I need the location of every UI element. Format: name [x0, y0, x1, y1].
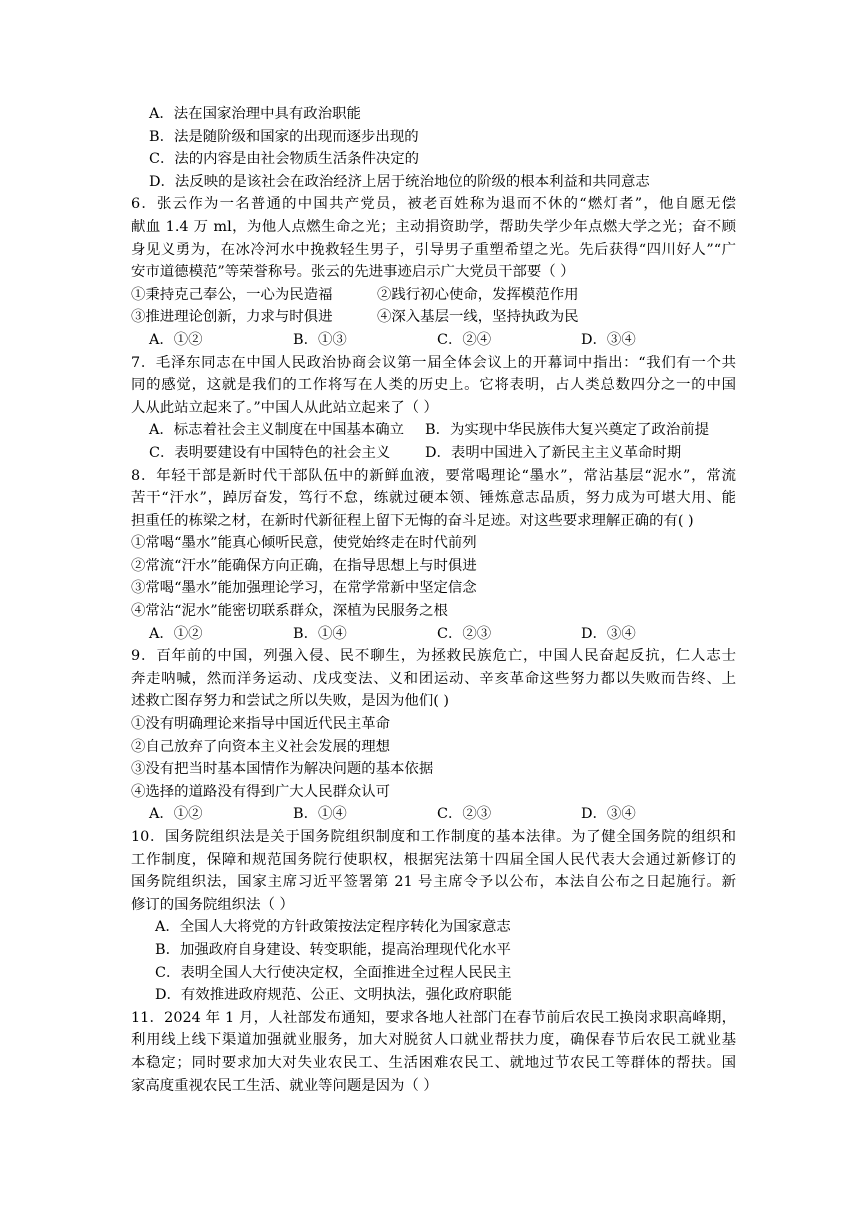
question-stem-line: 身见义勇为，在冰冷河水中挽救轻生男子，引导男子重塑希望之光。先后获得“四川好人”“广	[131, 241, 736, 258]
answer-options	[131, 803, 736, 826]
statement-item: ①秉持克己奉公，一心为民造福	[131, 286, 333, 303]
answer-options	[131, 623, 736, 646]
question-7	[131, 352, 736, 465]
question-stem-line: 人从此站立起来了。”中国人从此站立起来了（ ）	[131, 399, 438, 416]
option-d: D．③④	[581, 806, 636, 823]
statement-item: ③推进理论创新，力求与时俱进	[131, 309, 333, 326]
statement-row	[131, 284, 736, 307]
question-stem-line: 苦干“汗水”，踔厉奋发，笃行不怠，练就过硬本领、锤炼意志品质，努力成为可堪大用、能	[131, 490, 736, 507]
option-d: D．有效推进政府规范、公正、文明执法，强化政府职能	[155, 987, 512, 1004]
option-d: D．③④	[581, 331, 636, 348]
option-c: C．法的内容是由社会物质生活条件决定的	[149, 151, 420, 168]
option-b: B．加强政府自身建设、转变职能，提高治理现代化水平	[155, 941, 511, 958]
question-8	[131, 465, 736, 646]
question-5-options	[131, 103, 736, 193]
option-c: C．表明全国人大行使决定权，全面推进全过程人民民主	[155, 964, 512, 981]
option-b: B．法是随阶级和国家的出现而逐步出现的	[149, 128, 419, 145]
option-c: C．表明要建设有中国特色的社会主义	[149, 444, 391, 461]
option-a: A．①②	[149, 806, 203, 823]
option-a: A．①②	[149, 625, 203, 642]
statement-item: ②践行初心使命，发挥模范作用	[377, 286, 579, 303]
statement-item: ④深入基层一线，坚持执政为民	[377, 309, 579, 326]
question-11	[131, 1007, 736, 1097]
option-a: A．①②	[149, 331, 203, 348]
question-9	[131, 645, 736, 826]
statement-item: ①没有明确理论来指导中国近代民主革命	[131, 716, 391, 733]
option-b: B．①③	[293, 331, 347, 348]
statement-item: ③没有把当时基本国情作为解决问题的基本依据	[131, 761, 434, 778]
document-page	[131, 103, 736, 1097]
option-b: B．①④	[293, 806, 347, 823]
option-a: A．标志着社会主义制度在中国基本确立	[149, 422, 405, 439]
statement-item: ④常沾“泥水”能密切联系群众，深植为民服务之根	[131, 603, 448, 620]
option-d: D．表明中国进入了新民主主义革命时期	[425, 444, 682, 461]
question-10	[131, 826, 736, 1007]
statement-item: ②自己放弃了向资本主义社会发展的理想	[131, 738, 391, 755]
question-stem-line: 修订的国务院组织法（ ）	[131, 896, 294, 913]
question-stem-line: 7．毛泽东同志在中国人民政治协商会议第一届全体会议上的开幕词中指出：“我们有一个共	[131, 354, 736, 371]
question-stem-line: 本稳定；同时要求加大对失业农民工、生活困难农民工、就地过节农民工等群体的帮扶。国	[131, 1054, 736, 1071]
option-c: C．②③	[437, 625, 492, 642]
statement-item: ①常喝“墨水”能真心倾听民意，使党始终走在时代前列	[131, 535, 477, 552]
question-stem-line: 6．张云作为一名普通的中国共产党员，被老百姓称为退而不休的“燃灯者”，他自愿无偿	[131, 196, 736, 213]
question-stem-line: 工作制度，保障和规范国务院行使职权，根据宪法第十四届全国人民代表大会通过新修订的	[131, 851, 736, 868]
question-stem-line: 家高度重视农民工生活、就业等问题是因为（ ）	[131, 1077, 438, 1094]
option-a: A．全国人大将党的方针政策按法定程序转化为国家意志	[155, 919, 511, 936]
question-stem-line: 同的感觉，这就是我们的工作将写在人类的历史上。它将表明，占人类总数四分之一的中国	[131, 377, 736, 394]
question-stem-line: 奔走呐喊，然而洋务运动、戊戌变法、义和团运动、辛亥革命这些努力都以失败而告终、上	[131, 670, 736, 687]
question-stem-line: 11．2024 年 1 月，人社部发布通知，要求各地人社部门在春节前后农民工换岗求职高峰期，	[131, 1009, 736, 1026]
answer-options	[131, 329, 736, 352]
statement-item: ②常流“汗水”能确保方向正确，在指导思想上与时俱进	[131, 557, 477, 574]
question-stem-line: 利用线上线下渠道加强就业服务，加大对脱贫人口就业帮扶力度，确保春节后农民工就业基	[131, 1032, 736, 1049]
option-b: B．①④	[293, 625, 347, 642]
question-stem-line: 述救亡图存努力和尝试之所以失败，是因为他们( )	[131, 693, 450, 710]
statement-item: ③常喝“墨水”能加强理论学习，在常学常新中坚定信念	[131, 580, 477, 597]
question-stem-line: 9．百年前的中国，列强入侵、民不聊生，为拯救民族危亡，中国人民奋起反抗，仁人志士	[131, 648, 736, 665]
option-d: D．③④	[581, 625, 636, 642]
statement-row	[131, 306, 736, 329]
option-d: D．法反映的是该社会在政治经济上居于统治地位的阶级的根本利益和共同意志	[149, 173, 650, 190]
option-b: B．为实现中华民族伟大复兴奠定了政治前提	[425, 422, 709, 439]
question-stem-line: 献血 1.4 万 ml，为他人点燃生命之光；主动捐资助学，帮助失学少年点燃大学之光；奋不顾	[131, 218, 736, 235]
question-stem-line: 10．国务院组织法是关于国务院组织制度和工作制度的基本法律。为了健全国务院的组织和	[131, 829, 736, 845]
statement-item: ④选择的道路没有得到广大人民群众认可	[131, 783, 391, 800]
answer-options-row	[131, 419, 736, 442]
option-c: C．②③	[437, 806, 492, 823]
question-stem-line: 担重任的栋梁之材，在新时代新征程上留下无悔的奋斗足迹。对这些要求理解正确的有( )	[131, 512, 694, 529]
answer-options-row	[131, 442, 736, 465]
option-a: A．法在国家治理中具有政治职能	[149, 106, 361, 122]
option-c: C．②④	[437, 331, 492, 348]
question-stem-line: 8．年轻干部是新时代干部队伍中的新鲜血液，要常喝理论“墨水”，常沾基层“泥水”，常流	[131, 467, 736, 484]
question-stem-line: 国务院组织法，国家主席习近平签署第 21 号主席令予以公布，本法自公布之日起施行。新	[131, 874, 736, 891]
question-6	[131, 193, 736, 351]
question-stem-line: 安市道德模范”等荣誉称号。张云的先进事迹启示广大党员干部要（ ）	[131, 264, 575, 281]
